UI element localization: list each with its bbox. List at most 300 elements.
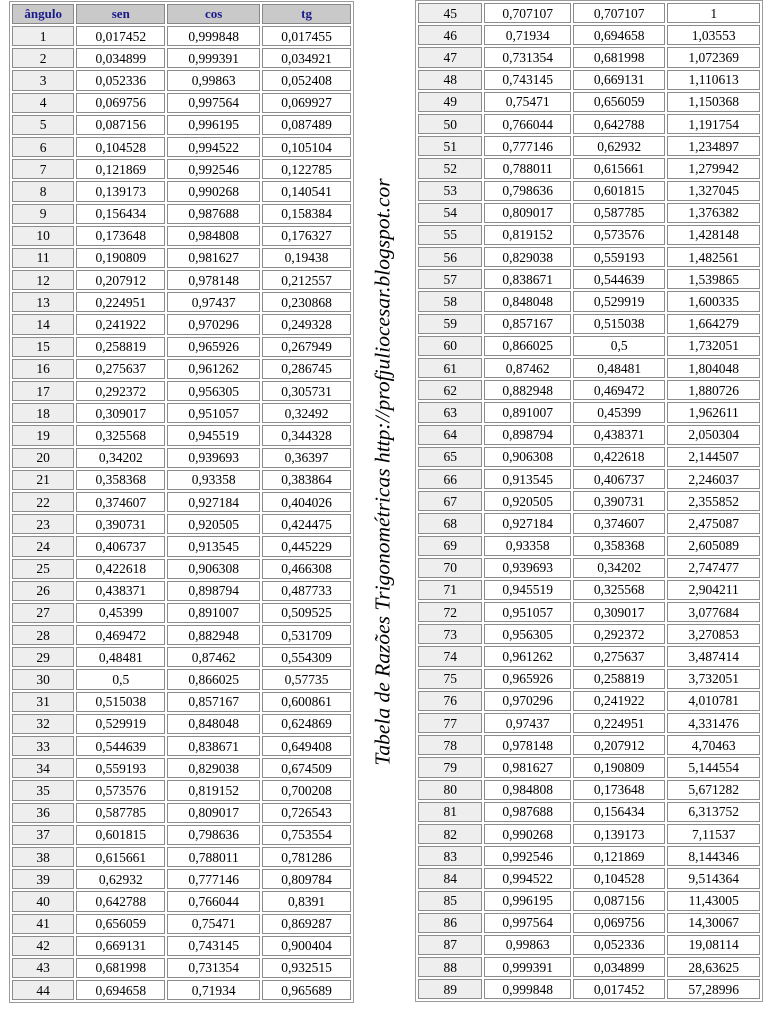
tan-cell: 3,732051 (667, 669, 760, 689)
angle-cell: 34 (12, 758, 74, 778)
cos-cell: 0,121869 (573, 846, 666, 866)
angle-cell: 88 (418, 957, 482, 977)
sin-cell: 0,93358 (484, 536, 571, 556)
table-row (418, 158, 760, 178)
sin-cell: 0,970296 (484, 691, 571, 711)
table-row (12, 803, 351, 823)
table-row (12, 26, 351, 46)
angle-cell: 42 (12, 936, 74, 956)
sin-cell: 0,956305 (484, 624, 571, 644)
sin-cell: 0,48481 (76, 647, 165, 667)
angle-cell: 69 (418, 536, 482, 556)
table-row (418, 291, 760, 311)
table-row (418, 203, 760, 223)
table-row (12, 492, 351, 512)
sin-cell: 0,75471 (484, 92, 571, 112)
tan-cell: 1,962611 (667, 402, 760, 422)
angle-cell: 53 (418, 181, 482, 201)
sin-cell: 0,857167 (484, 314, 571, 334)
angle-cell: 20 (12, 448, 74, 468)
cos-cell: 0,882948 (167, 625, 260, 645)
table-row (12, 226, 351, 246)
cos-cell: 0,906308 (167, 559, 260, 579)
sin-cell: 0,669131 (76, 936, 165, 956)
sin-cell: 0,994522 (484, 868, 571, 888)
tan-cell: 0,932515 (262, 958, 351, 978)
sin-cell: 0,438371 (76, 581, 165, 601)
cos-cell: 0,965926 (167, 337, 260, 357)
sin-cell: 0,978148 (484, 735, 571, 755)
angle-cell: 81 (418, 802, 482, 822)
tan-cell: 0,624869 (262, 714, 351, 734)
tan-cell: 1,600335 (667, 291, 760, 311)
tan-cell: 1,482561 (667, 247, 760, 267)
cos-cell: 0,945519 (167, 425, 260, 445)
angle-cell: 48 (418, 70, 482, 90)
sin-cell: 0,71934 (484, 25, 571, 45)
tan-cell: 28,63625 (667, 957, 760, 977)
sin-cell: 0,601815 (76, 825, 165, 845)
table-row (418, 913, 760, 933)
angle-cell: 38 (12, 847, 74, 867)
sin-cell: 0,529919 (76, 714, 165, 734)
cos-cell: 0,857167 (167, 692, 260, 712)
table-row (12, 314, 351, 334)
table-row (12, 536, 351, 556)
angle-cell: 26 (12, 581, 74, 601)
tan-cell: 0,869287 (262, 914, 351, 934)
sin-cell: 0,898794 (484, 425, 571, 445)
table-row (12, 359, 351, 379)
angle-cell: 76 (418, 691, 482, 711)
sin-cell: 0,422618 (76, 559, 165, 579)
table-row (12, 847, 351, 867)
sin-cell: 0,515038 (76, 692, 165, 712)
tan-cell: 0,531709 (262, 625, 351, 645)
angle-cell: 36 (12, 803, 74, 823)
table-row (418, 580, 760, 600)
angle-cell: 16 (12, 359, 74, 379)
trig-table-right (415, 0, 763, 1002)
angle-cell: 3 (12, 70, 74, 90)
tan-cell: 0,424475 (262, 514, 351, 534)
table-row (12, 159, 351, 179)
tan-cell: 0,087489 (262, 115, 351, 135)
angle-cell: 19 (12, 425, 74, 445)
table-row (12, 204, 351, 224)
cos-cell: 0,325568 (573, 580, 666, 600)
cos-cell: 0,819152 (167, 780, 260, 800)
table-row (418, 602, 760, 622)
sin-cell: 0,573576 (76, 780, 165, 800)
tan-cell: 2,475087 (667, 513, 760, 533)
sin-cell: 0,87462 (484, 358, 571, 378)
sin-cell: 0,469472 (76, 625, 165, 645)
sin-cell: 0,544639 (76, 736, 165, 756)
cos-cell: 0,961262 (167, 359, 260, 379)
tan-cell: 0,466308 (262, 559, 351, 579)
tan-cell: 0,052408 (262, 70, 351, 90)
angle-cell: 30 (12, 669, 74, 689)
header-sin: sen (76, 4, 165, 24)
sin-cell: 0,121869 (76, 159, 165, 179)
angle-cell: 13 (12, 292, 74, 312)
sin-cell: 0,788011 (484, 158, 571, 178)
angle-cell: 59 (418, 314, 482, 334)
table-row (418, 402, 760, 422)
cos-cell: 0,358368 (573, 536, 666, 556)
tan-cell: 2,050304 (667, 425, 760, 445)
table-row (12, 470, 351, 490)
table-row (418, 136, 760, 156)
sin-cell: 0,642788 (76, 891, 165, 911)
sin-cell: 0,45399 (76, 603, 165, 623)
angle-cell: 85 (418, 891, 482, 911)
angle-cell: 54 (418, 203, 482, 223)
table-row (12, 625, 351, 645)
tan-cell: 3,077684 (667, 602, 760, 622)
cos-cell: 0,224951 (573, 713, 666, 733)
cos-cell: 0,275637 (573, 646, 666, 666)
angle-cell: 60 (418, 336, 482, 356)
sin-cell: 0,325568 (76, 425, 165, 445)
table-row (12, 248, 351, 268)
tan-cell: 2,355852 (667, 491, 760, 511)
sin-cell: 0,920505 (484, 491, 571, 511)
tan-cell: 1,072369 (667, 47, 760, 67)
angle-cell: 15 (12, 337, 74, 357)
cos-cell: 0,515038 (573, 314, 666, 334)
table-row (418, 558, 760, 578)
angle-cell: 28 (12, 625, 74, 645)
sin-cell: 0,990268 (484, 824, 571, 844)
sin-cell: 0,173648 (76, 226, 165, 246)
sin-cell: 0,190809 (76, 248, 165, 268)
tan-cell: 0,176327 (262, 226, 351, 246)
table-row (418, 114, 760, 134)
tan-cell: 0,8391 (262, 891, 351, 911)
sin-cell: 0,987688 (484, 802, 571, 822)
tan-cell: 0,212557 (262, 270, 351, 290)
table-row (12, 603, 351, 623)
tan-cell: 1,279942 (667, 158, 760, 178)
angle-cell: 17 (12, 381, 74, 401)
angle-cell: 72 (418, 602, 482, 622)
sin-cell: 0,707107 (484, 3, 571, 23)
tan-cell: 2,904211 (667, 580, 760, 600)
tan-cell: 0,753554 (262, 825, 351, 845)
table-row (418, 447, 760, 467)
cos-cell: 0,104528 (573, 868, 666, 888)
sin-cell: 0,996195 (484, 891, 571, 911)
table-row (418, 513, 760, 533)
tan-cell: 0,900404 (262, 936, 351, 956)
tan-cell: 2,144507 (667, 447, 760, 467)
angle-cell: 66 (418, 469, 482, 489)
sin-cell: 0,743145 (484, 70, 571, 90)
tan-cell: 4,331476 (667, 713, 760, 733)
angle-cell: 87 (418, 935, 482, 955)
sin-cell: 0,656059 (76, 914, 165, 934)
angle-cell: 18 (12, 403, 74, 423)
cos-cell: 0,544639 (573, 269, 666, 289)
angle-cell: 39 (12, 869, 74, 889)
table-row (418, 691, 760, 711)
angle-cell: 23 (12, 514, 74, 534)
cos-cell: 0,017452 (573, 979, 666, 999)
tan-cell: 0,383864 (262, 470, 351, 490)
sin-cell: 0,017452 (76, 26, 165, 46)
cos-cell: 0,999391 (167, 48, 260, 68)
cos-cell: 0,798636 (167, 825, 260, 845)
tan-cell: 14,30067 (667, 913, 760, 933)
table-row (12, 559, 351, 579)
angle-cell: 41 (12, 914, 74, 934)
table-row (418, 979, 760, 999)
tan-cell: 0,286745 (262, 359, 351, 379)
sin-cell: 0,992546 (484, 846, 571, 866)
cos-cell: 0,438371 (573, 425, 666, 445)
tan-cell: 19,08114 (667, 935, 760, 955)
table-row (12, 736, 351, 756)
angle-cell: 56 (418, 247, 482, 267)
cos-cell: 0,241922 (573, 691, 666, 711)
cos-cell: 0,656059 (573, 92, 666, 112)
sin-cell: 0,838671 (484, 269, 571, 289)
angle-cell: 51 (418, 136, 482, 156)
tan-cell: 0,158384 (262, 204, 351, 224)
angle-cell: 46 (418, 25, 482, 45)
cos-cell: 0,669131 (573, 70, 666, 90)
cos-cell: 0,927184 (167, 492, 260, 512)
cos-cell: 0,99863 (167, 70, 260, 90)
tan-cell: 0,809784 (262, 869, 351, 889)
angle-cell: 52 (418, 158, 482, 178)
table-row (418, 935, 760, 955)
angle-cell: 1 (12, 26, 74, 46)
angle-cell: 73 (418, 624, 482, 644)
sin-cell: 0,5 (76, 669, 165, 689)
page-title: Tabela de Razões Trigonométricas http://profjuliocesar.blogspot.cor (370, 178, 395, 766)
angle-cell: 55 (418, 225, 482, 245)
cos-cell: 0,681998 (573, 47, 666, 67)
tan-cell: 2,246037 (667, 469, 760, 489)
tan-cell: 1,110613 (667, 70, 760, 90)
tan-cell: 1,539865 (667, 269, 760, 289)
sin-cell: 0,819152 (484, 225, 571, 245)
sin-cell: 0,406737 (76, 536, 165, 556)
angle-cell: 78 (418, 735, 482, 755)
table-row (418, 536, 760, 556)
table-row (418, 380, 760, 400)
angle-cell: 80 (418, 780, 482, 800)
angle-cell: 11 (12, 248, 74, 268)
tan-cell: 2,747477 (667, 558, 760, 578)
cos-cell: 0,469472 (573, 380, 666, 400)
cos-cell: 0,87462 (167, 647, 260, 667)
angle-cell: 2 (12, 48, 74, 68)
table-row (418, 624, 760, 644)
cos-cell: 0,5 (573, 336, 666, 356)
tan-cell: 4,010781 (667, 691, 760, 711)
cos-cell: 0,788011 (167, 847, 260, 867)
sin-cell: 0,99863 (484, 935, 571, 955)
tan-cell: 1,428148 (667, 225, 760, 245)
table-row (418, 713, 760, 733)
cos-cell: 0,898794 (167, 581, 260, 601)
table-row (418, 47, 760, 67)
table-row (418, 846, 760, 866)
sin-cell: 0,777146 (484, 136, 571, 156)
table-row (12, 692, 351, 712)
tan-cell: 2,605089 (667, 536, 760, 556)
table-row (418, 802, 760, 822)
cos-cell: 0,139173 (573, 824, 666, 844)
cos-cell: 0,75471 (167, 914, 260, 934)
tan-cell: 1,327045 (667, 181, 760, 201)
sin-cell: 0,829038 (484, 247, 571, 267)
tan-cell: 1,664279 (667, 314, 760, 334)
sin-cell: 0,97437 (484, 713, 571, 733)
angle-cell: 45 (418, 3, 482, 23)
cos-cell: 0,069756 (573, 913, 666, 933)
sin-cell: 0,292372 (76, 381, 165, 401)
tan-cell: 0,965689 (262, 980, 351, 1000)
tan-cell: 0,781286 (262, 847, 351, 867)
cos-cell: 0,777146 (167, 869, 260, 889)
sin-cell: 0,374607 (76, 492, 165, 512)
cos-cell: 0,994522 (167, 137, 260, 157)
sin-cell: 0,848048 (484, 291, 571, 311)
angle-cell: 24 (12, 536, 74, 556)
cos-cell: 0,951057 (167, 403, 260, 423)
tan-cell: 9,514364 (667, 868, 760, 888)
cos-cell: 0,573576 (573, 225, 666, 245)
tan-cell: 0,445229 (262, 536, 351, 556)
table-row (12, 292, 351, 312)
cos-cell: 0,809017 (167, 803, 260, 823)
tan-cell: 0,32492 (262, 403, 351, 423)
header-angle: ângulo (12, 4, 74, 24)
cos-cell: 0,913545 (167, 536, 260, 556)
cos-cell: 0,406737 (573, 469, 666, 489)
sin-cell: 0,906308 (484, 447, 571, 467)
angle-cell: 10 (12, 226, 74, 246)
tan-cell: 0,649408 (262, 736, 351, 756)
tan-cell: 0,034921 (262, 48, 351, 68)
sin-cell: 0,069756 (76, 93, 165, 113)
angle-cell: 37 (12, 825, 74, 845)
angle-cell: 50 (418, 114, 482, 134)
sin-cell: 0,358368 (76, 470, 165, 490)
table-row (418, 314, 760, 334)
tan-cell: 0,600861 (262, 692, 351, 712)
angle-cell: 77 (418, 713, 482, 733)
table-row (12, 514, 351, 534)
cos-cell: 0,987688 (167, 204, 260, 224)
sin-cell: 0,087156 (76, 115, 165, 135)
angle-cell: 64 (418, 425, 482, 445)
angle-cell: 29 (12, 647, 74, 667)
cos-cell: 0,615661 (573, 158, 666, 178)
angle-cell: 32 (12, 714, 74, 734)
cos-cell: 0,156434 (573, 802, 666, 822)
tan-cell: 0,700208 (262, 780, 351, 800)
table-row (12, 70, 351, 90)
table-row (12, 403, 351, 423)
angle-cell: 65 (418, 447, 482, 467)
table-row (418, 25, 760, 45)
sin-cell: 0,999391 (484, 957, 571, 977)
sin-cell: 0,913545 (484, 469, 571, 489)
angle-cell: 47 (418, 47, 482, 67)
angle-cell: 7 (12, 159, 74, 179)
sin-cell: 0,997564 (484, 913, 571, 933)
table-row (418, 491, 760, 511)
tan-cell: 1,03553 (667, 25, 760, 45)
table-row (418, 757, 760, 777)
cos-cell: 0,997564 (167, 93, 260, 113)
table-row (418, 824, 760, 844)
table-row (12, 825, 351, 845)
table-row (418, 891, 760, 911)
sin-cell: 0,224951 (76, 292, 165, 312)
cos-cell: 0,970296 (167, 314, 260, 334)
sin-cell: 0,945519 (484, 580, 571, 600)
sin-cell: 0,559193 (76, 758, 165, 778)
tan-cell: 0,674509 (262, 758, 351, 778)
sin-cell: 0,731354 (484, 47, 571, 67)
sin-cell: 0,694658 (76, 980, 165, 1000)
sin-cell: 0,034899 (76, 48, 165, 68)
tan-cell: 11,43005 (667, 891, 760, 911)
cos-cell: 0,93358 (167, 470, 260, 490)
table-row (418, 3, 760, 23)
sin-cell: 0,927184 (484, 513, 571, 533)
angle-cell: 83 (418, 846, 482, 866)
tan-cell: 0,509525 (262, 603, 351, 623)
cos-cell: 0,292372 (573, 624, 666, 644)
sin-cell: 0,882948 (484, 380, 571, 400)
angle-cell: 71 (418, 580, 482, 600)
angle-cell: 57 (418, 269, 482, 289)
sin-cell: 0,939693 (484, 558, 571, 578)
tan-cell: 1,234897 (667, 136, 760, 156)
cos-cell: 0,642788 (573, 114, 666, 134)
tan-cell: 0,19438 (262, 248, 351, 268)
sin-cell: 0,104528 (76, 137, 165, 157)
table-row (12, 93, 351, 113)
sin-cell: 0,207912 (76, 270, 165, 290)
angle-cell: 86 (418, 913, 482, 933)
sin-cell: 0,615661 (76, 847, 165, 867)
sin-cell: 0,390731 (76, 514, 165, 534)
cos-cell: 0,956305 (167, 381, 260, 401)
angle-cell: 6 (12, 137, 74, 157)
cos-cell: 0,052336 (573, 935, 666, 955)
sin-cell: 0,681998 (76, 958, 165, 978)
table-header-row (12, 4, 351, 24)
tan-cell: 0,017455 (262, 26, 351, 46)
cos-cell: 0,920505 (167, 514, 260, 534)
tan-cell: 5,144554 (667, 757, 760, 777)
tan-cell: 0,267949 (262, 337, 351, 357)
cos-cell: 0,996195 (167, 115, 260, 135)
table-row (418, 92, 760, 112)
table-row (12, 980, 351, 1000)
tan-cell: 0,305731 (262, 381, 351, 401)
sin-cell: 0,965926 (484, 669, 571, 689)
